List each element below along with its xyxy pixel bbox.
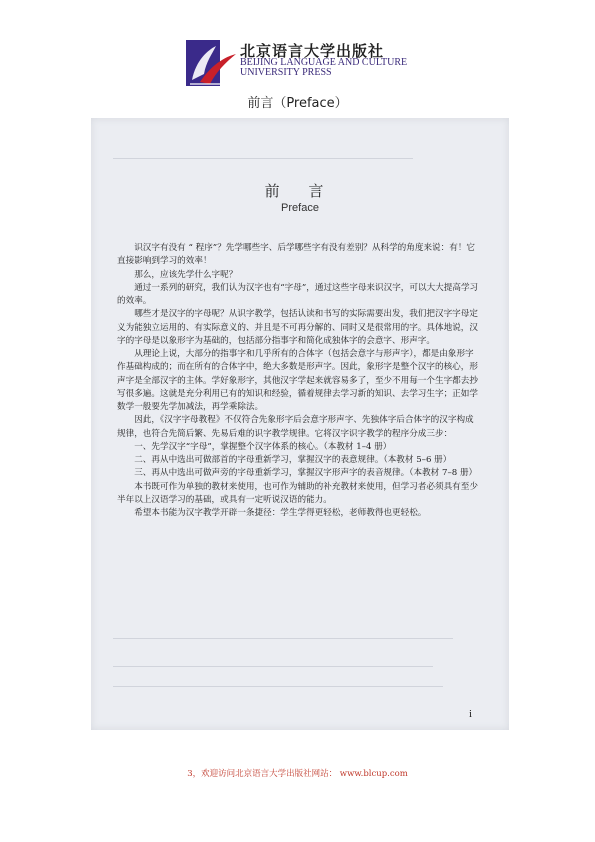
preface-paragraph: 哪些才是汉字的字母呢？从识字教学，包括认读和书写的实际需要出发，我们把汉字字母定义为能独立运用的、有实际意义的、并且是不可再分解的、同时又是很常用的字。具体地说，汉字的字母是以象形字为基础的，包括部分指事字和简化成独体字的会意字、形声字。 [117, 309, 478, 346]
publisher-name-en-line1: BEIJING LANGUAGE AND CULTURE [240, 57, 408, 68]
bleed-through-line [113, 638, 453, 639]
preface-subtitle: Preface [281, 202, 319, 214]
bleed-through-line [113, 686, 443, 687]
press-logo-icon [186, 40, 238, 86]
preface-paragraph: 识汉字有没有 “ 程序”？先学哪些字、后学哪些字有没有差别？从科学的角度来说：有！它直接影响到学习的效率！ [117, 243, 476, 267]
publisher-name-cn: 北京语言大学出版社 [240, 42, 385, 60]
preface-paragraph: 希望本书能为汉字教学开辟一条捷径：学生学得更轻松，老师教得也更轻松。 [134, 508, 427, 518]
page-number: i [469, 708, 473, 720]
preface-paragraph: 从理论上说，大部分的指事字和几乎所有的合体字（包括会意字与形声字），都是由象形字作基础构成的；而在所有的合体字中，绝大多数是形声字。因此，象形字是整个汉字的核心，形声字是全部汉字的主体。学好象形字，其他汉字学起来就容易多了，至少不用每一个生字都去抄写很多遍。这就是充分利用已有的知识和经验，循着规律去学习新的知识、去学习生字；正如学数学一般要先学加减法，再学乘除法。 [117, 349, 478, 412]
publisher-name-en-line2: UNIVERSITY PRESS [240, 67, 332, 78]
bleed-through-line [113, 666, 433, 667]
preface-paragraph: 二、再从中选出可做部首的字母重新学习，掌握汉字的表意规律。（本教材 5–6 册） [134, 455, 452, 465]
preface-paragraph: 因此，《汉字字母教程》不仅符合先象形字后会意字形声字、先独体字后合体字的汉字构成规律，也符合先简后繁、先易后难的识字教学规律。它将汉字识字教学的程序分成三步： [117, 415, 474, 439]
document-title: 前言（Preface） [247, 96, 348, 111]
preface-paragraph: 一、先学汉字“字母”，掌握整个汉字体系的核心。（本教材 1–4 册） [134, 441, 392, 452]
footer-website-note: 3，欢迎访问北京语言大学出版社网站： www.blcup.com [187, 769, 408, 779]
publisher-name-en [240, 58, 407, 78]
preface-paragraph: 三、再从中选出可做声旁的字母重新学习，掌握汉字形声字的表音规律。（本教材 7–8 册） [134, 468, 478, 479]
preface-paragraph: 通过一系列的研究，我们认为汉字也有“字母”，通过这些字母来识汉字，可以大大提高学习的效率。 [117, 282, 479, 306]
scanned-page [91, 118, 509, 730]
preface-body [117, 242, 479, 520]
bleed-through-line [113, 158, 413, 159]
preface-title: 前 言 [264, 182, 336, 200]
preface-paragraph: 本书既可作为单独的教材来使用，也可作为辅助的补充教材来使用，但学习者必须具有至少半年以上汉语学习的基础，或具有一定听说汉语的能力。 [117, 481, 478, 505]
preface-paragraph: 那么，应该先学什么字呢？ [134, 269, 238, 280]
